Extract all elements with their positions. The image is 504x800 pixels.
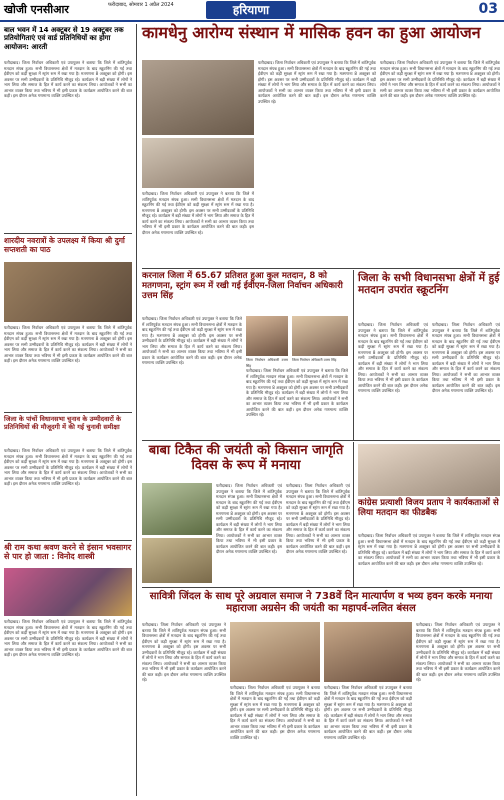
story10-photo-2 bbox=[324, 622, 412, 682]
paper-name: खोजी एनसीआर bbox=[4, 3, 69, 16]
story4-body-col2: फरीदाबाद। जिला निर्वाचन अधिकारी एवं उपायुक्त ने बताया कि जिले में शांतिपूर्वक मतदान संपन्न हुआ। सभी विधानसभा क्षेत्रों में मतदान के बाद स्क्रूटनिंग की गई तथा ईवीएम को कड़ी सुरक्षा में स्ट्रांग रूम में रखा गया है। मतगणना 8 अक्टूबर को होगी। इस अवसर पर सभी उम्मीदवारों के प्रतिनिधि मौजूद रहे। कार्यक्रम में बड़ी संख्या में लोगों ने भाग लिया और समाज के हित में कार्य करने का संकल्प लिया। आयोजकों ने सभी का आभार व्यक्त किया तथा भविष्य में भी इसी प्रकार के कार्यक्रम आयोजित करने की बात कही। इस दौरान अनेक गणमान्य व्यक्ति उपस्थित रहे। bbox=[246, 368, 348, 417]
story10-body-col4: फरीदाबाद। जिला निर्वाचन अधिकारी एवं उपायुक्त ने बताया कि जिले में शांतिपूर्वक मतदान संपन्न हुआ। सभी विधानसभा क्षेत्रों में मतदान के बाद स्क्रूटनिंग की गई तथा ईवीएम को कड़ी सुरक्षा में स्ट्रांग रूम में रखा गया है। मतगणना 8 अक्टूबर को होगी। इस अवसर पर सभी उम्मीदवारों के प्रतिनिधि मौजूद रहे। कार्यक्रम में बड़ी संख्या में लोगों ने भाग लिया और समाज के हित में कार्य करने का संकल्प लिया। आयोजकों ने सभी का आभार व्यक्त किया तथा भविष्य में भी इसी प्रकार के कार्यक्रम आयोजित करने की बात कही। इस दौरान अनेक गणमान्य व्यक्ति उपस्थित रहे। bbox=[416, 622, 500, 682]
divider bbox=[4, 540, 132, 541]
story2-headline: कामधेनु आरोग्य संस्थान में मासिक हवन का हुआ आयोजन bbox=[142, 23, 481, 42]
story8-headline: कांग्रेस प्रत्याशी विजय प्रताप ने कार्यकताओं से लिया मतदान का फीडबैक bbox=[358, 498, 499, 518]
story7-photo-2 bbox=[142, 538, 212, 583]
page-number: 03 bbox=[478, 1, 498, 17]
story4-body-col1: फरीदाबाद। जिला निर्वाचन अधिकारी एवं उपायुक्त ने बताया कि जिले में शांतिपूर्वक मतदान संपन्न हुआ। सभी विधानसभा क्षेत्रों में मतदान के बाद स्क्रूटनिंग की गई तथा ईवीएम को कड़ी सुरक्षा में स्ट्रांग रूम में रखा गया है। मतगणना 8 अक्टूबर को होगी। इस अवसर पर सभी उम्मीदवारों के प्रतिनिधि मौजूद रहे। कार्यक्रम में बड़ी संख्या में लोगों ने भाग लिया और समाज के हित में कार्य करने का संकल्प लिया। आयोजकों ने सभी का आभार व्यक्त किया तथा भविष्य में भी इसी प्रकार के कार्यक्रम आयोजित करने की बात कही। इस दौरान अनेक गणमान्य व्यक्ति उपस्थित रहे। bbox=[142, 316, 242, 365]
column-divider bbox=[353, 270, 354, 440]
divider bbox=[142, 587, 500, 588]
story1-body: फरीदाबाद। जिला निर्वाचन अधिकारी एवं उपायुक्त ने बताया कि जिले में शांतिपूर्वक मतदान संपन्न हुआ। सभी विधानसभा क्षेत्रों में मतदान के बाद स्क्रूटनिंग की गई तथा ईवीएम को कड़ी सुरक्षा में स्ट्रांग रूम में रखा गया है। मतगणना 8 अक्टूबर को होगी। इस अवसर पर सभी उम्मीदवारों के प्रतिनिधि मौजूद रहे। कार्यक्रम में बड़ी संख्या में लोगों ने भाग लिया और समाज के हित में कार्य करने का संकल्प लिया। आयोजकों ने सभी का आभार व्यक्त किया तथा भविष्य में भी इसी प्रकार के कार्यक्रम आयोजित करने की बात कही। इस दौरान अनेक गणमान्य व्यक्ति उपस्थित रहे। bbox=[4, 60, 132, 98]
story5-body-col2: फरीदाबाद। जिला निर्वाचन अधिकारी एवं उपायुक्त ने बताया कि जिले में शांतिपूर्वक मतदान संपन्न हुआ। सभी विधानसभा क्षेत्रों में मतदान के बाद स्क्रूटनिंग की गई तथा ईवीएम को कड़ी सुरक्षा में स्ट्रांग रूम में रखा गया है। मतगणना 8 अक्टूबर को होगी। इस अवसर पर सभी उम्मीदवारों के प्रतिनिधि मौजूद रहे। कार्यक्रम में बड़ी संख्या में लोगों ने भाग लिया और समाज के हित में कार्य करने का संकल्प लिया। आयोजकों ने सभी का आभार व्यक्त किया तथा भविष्य में भी इसी प्रकार के कार्यक्रम आयोजित करने की बात कही। इस दौरान अनेक गणमान्य व्यक्ति उपस्थित रहे। bbox=[432, 322, 500, 393]
divider bbox=[4, 233, 132, 234]
official-caption-left: जिला निर्वाचन अधिकारी उत्तम सिंह bbox=[246, 358, 288, 368]
story9-body: फरीदाबाद। जिला निर्वाचन अधिकारी एवं उपायुक्त ने बताया कि जिले में शांतिपूर्वक मतदान संपन्न हुआ। सभी विधानसभा क्षेत्रों में मतदान के बाद स्क्रूटनिंग की गई तथा ईवीएम को कड़ी सुरक्षा में स्ट्रांग रूम में रखा गया है। मतगणना 8 अक्टूबर को होगी। इस अवसर पर सभी उम्मीदवारों के प्रतिनिधि मौजूद रहे। कार्यक्रम में बड़ी संख्या में लोगों ने भाग लिया और समाज के हित में कार्य करने का संकल्प लिया। आयोजकों ने सभी का आभार व्यक्त किया तथा भविष्य में भी इसी प्रकार के कार्यक्रम आयोजित करने की बात कही। इस दौरान अनेक गणमान्य व्यक्ति उपस्थित रहे। bbox=[4, 619, 132, 657]
story4-headline: करनाल जिला में 65.67 प्रतिशत हुआ कुल मतदान, 8 को मतगणना, स्ट्रांग रूम में रखी गई ईवीएम-जिला निर्वाचन अधिकारी उत्तम सिंह bbox=[142, 271, 343, 301]
official-photo-left bbox=[246, 316, 288, 356]
story10-body-col1: फरीदाबाद। जिला निर्वाचन अधिकारी एवं उपायुक्त ने बताया कि जिले में शांतिपूर्वक मतदान संपन्न हुआ। सभी विधानसभा क्षेत्रों में मतदान के बाद स्क्रूटनिंग की गई तथा ईवीएम को कड़ी सुरक्षा में स्ट्रांग रूम में रखा गया है। मतगणना 8 अक्टूबर को होगी। इस अवसर पर सभी उम्मीदवारों के प्रतिनिधि मौजूद रहे। कार्यक्रम में बड़ी संख्या में लोगों ने भाग लिया और समाज के हित में कार्य करने का संकल्प लिया। आयोजकों ने सभी का आभार व्यक्त किया तथा भविष्य में भी इसी प्रकार के कार्यक्रम आयोजित करने की बात कही। इस दौरान अनेक गणमान्य व्यक्ति उपस्थित रहे। bbox=[142, 622, 226, 682]
story2-body-col1: फरीदाबाद। जिला निर्वाचन अधिकारी एवं उपायुक्त ने बताया कि जिले में शांतिपूर्वक मतदान संपन्न हुआ। सभी विधानसभा क्षेत्रों में मतदान के बाद स्क्रूटनिंग की गई तथा ईवीएम को कड़ी सुरक्षा में स्ट्रांग रूम में रखा गया है। मतगणना 8 अक्टूबर को होगी। इस अवसर पर सभी उम्मीदवारों के प्रतिनिधि मौजूद रहे। कार्यक्रम में बड़ी संख्या में लोगों ने भाग लिया और समाज के हित में कार्य करने का संकल्प लिया। आयोजकों ने सभी का आभार व्यक्त किया तथा भविष्य में भी इसी प्रकार के कार्यक्रम आयोजित करने की बात कही। इस दौरान अनेक गणमान्य व्यक्ति उपस्थित रहे। bbox=[258, 60, 376, 104]
story6-body: फरीदाबाद। जिला निर्वाचन अधिकारी एवं उपायुक्त ने बताया कि जिले में शांतिपूर्वक मतदान संपन्न हुआ। सभी विधानसभा क्षेत्रों में मतदान के बाद स्क्रूटनिंग की गई तथा ईवीएम को कड़ी सुरक्षा में स्ट्रांग रूम में रखा गया है। मतगणना 8 अक्टूबर को होगी। इस अवसर पर सभी उम्मीदवारों के प्रतिनिधि मौजूद रहे। कार्यक्रम में बड़ी संख्या में लोगों ने भाग लिया और समाज के हित में कार्य करने का संकल्प लिया। आयोजकों ने सभी का आभार व्यक्त किया तथा भविष्य में भी इसी प्रकार के कार्यक्रम आयोजित करने की बात कही। इस दौरान अनेक गणमान्य व्यक्ति उपस्थित रहे। bbox=[4, 448, 132, 486]
story2-photo-1 bbox=[142, 60, 254, 135]
story7-body-col2: फरीदाबाद। जिला निर्वाचन अधिकारी एवं उपायुक्त ने बताया कि जिले में शांतिपूर्वक मतदान संपन्न हुआ। सभी विधानसभा क्षेत्रों में मतदान के बाद स्क्रूटनिंग की गई तथा ईवीएम को कड़ी सुरक्षा में स्ट्रांग रूम में रखा गया है। मतगणना 8 अक्टूबर को होगी। इस अवसर पर सभी उम्मीदवारों के प्रतिनिधि मौजूद रहे। कार्यक्रम में बड़ी संख्या में लोगों ने भाग लिया और समाज के हित में कार्य करने का संकल्प लिया। आयोजकों ने सभी का आभार व्यक्त किया तथा भविष्य में भी इसी प्रकार के कार्यक्रम आयोजित करने की बात कही। इस दौरान अनेक गणमान्य व्यक्ति उपस्थित रहे। bbox=[286, 483, 350, 554]
section-title: हरियाणा bbox=[206, 1, 296, 19]
story10-headline: सावित्री जिंदल के साथ पूरे अग्रवाल समाज ने 738वें दिन मात्यार्पण व भव्य हवन करके मनाया महाराजा अग्रसेन की जयंती का महापर्व-ललित बंसल bbox=[149, 591, 493, 614]
story3-headline: शारदीय नवरात्रों के उपलक्ष्य में किया श्री दुर्गा सप्तशती का पाठ bbox=[4, 236, 125, 254]
story5-body-col1: फरीदाबाद। जिला निर्वाचन अधिकारी एवं उपायुक्त ने बताया कि जिले में शांतिपूर्वक मतदान संपन्न हुआ। सभी विधानसभा क्षेत्रों में मतदान के बाद स्क्रूटनिंग की गई तथा ईवीएम को कड़ी सुरक्षा में स्ट्रांग रूम में रखा गया है। मतगणना 8 अक्टूबर को होगी। इस अवसर पर सभी उम्मीदवारों के प्रतिनिधि मौजूद रहे। कार्यक्रम में बड़ी संख्या में लोगों ने भाग लिया और समाज के हित में कार्य करने का संकल्प लिया। आयोजकों ने सभी का आभार व्यक्त किया तथा भविष्य में भी इसी प्रकार के कार्यक्रम आयोजित करने की बात कही। इस दौरान अनेक गणमान्य व्यक्ति उपस्थित रहे। bbox=[358, 322, 428, 393]
story2-body-col2: फरीदाबाद। जिला निर्वाचन अधिकारी एवं उपायुक्त ने बताया कि जिले में शांतिपूर्वक मतदान संपन्न हुआ। सभी विधानसभा क्षेत्रों में मतदान के बाद स्क्रूटनिंग की गई तथा ईवीएम को कड़ी सुरक्षा में स्ट्रांग रूम में रखा गया है। मतगणना 8 अक्टूबर को होगी। इस अवसर पर सभी उम्मीदवारों के प्रतिनिधि मौजूद रहे। कार्यक्रम में बड़ी संख्या में लोगों ने भाग लिया और समाज के हित में कार्य करने का संकल्प लिया। आयोजकों ने सभी का आभार व्यक्त किया तथा भविष्य में भी इसी प्रकार के कार्यक्रम आयोजित करने की बात कही। इस दौरान अनेक गणमान्य व्यक्ति उपस्थित रहे। bbox=[380, 60, 500, 98]
story2-photo-2 bbox=[142, 138, 254, 188]
story6-headline: जिला के पांचों विधानसभा चुनाव के उम्मीदवारों के प्रतिनिधियों की मौजूदगी में की गई चुनावी समीक्षा bbox=[4, 415, 122, 431]
story5-headline: जिला के सभी विधानसभा क्षेत्रों में हुई मतदान उपरांत स्क्रूटनिंग bbox=[358, 272, 500, 297]
story7-photo-1 bbox=[142, 483, 212, 535]
official-caption-right: जिला निर्वाचन अधिकारी उत्तम सिंह bbox=[292, 358, 337, 362]
issue-info: फरीदाबाद, सोमवार 1 अप्रैल 2024 bbox=[108, 2, 174, 8]
official-photo-right bbox=[292, 316, 348, 356]
story2-body-col0: फरीदाबाद। जिला निर्वाचन अधिकारी एवं उपायुक्त ने बताया कि जिले में शांतिपूर्वक मतदान संपन्न हुआ। सभी विधानसभा क्षेत्रों में मतदान के बाद स्क्रूटनिंग की गई तथा ईवीएम को कड़ी सुरक्षा में स्ट्रांग रूम में रखा गया है। मतगणना 8 अक्टूबर को होगी। इस अवसर पर सभी उम्मीदवारों के प्रतिनिधि मौजूद रहे। कार्यक्रम में बड़ी संख्या में लोगों ने भाग लिया और समाज के हित में कार्य करने का संकल्प लिया। आयोजकों ने सभी का आभार व्यक्त किया तथा भविष्य में भी इसी प्रकार के कार्यक्रम आयोजित करने की बात कही। इस दौरान अनेक गणमान्य व्यक्ति उपस्थित रहे। bbox=[142, 191, 254, 235]
divider bbox=[142, 268, 500, 269]
column-divider bbox=[353, 442, 354, 587]
story9-headline: श्री राम कथा श्रवण करने से इंसान भवसागर से पार हो जाता : विनोद शास्त्री bbox=[4, 543, 132, 562]
story1-headline: बाल भवन में 14 अक्टूबर से 19 अक्टूबर तक प्रतियोगिताएं एवं वार्ड प्रतिनिधियों का होगा आयोजन: आरती bbox=[4, 26, 124, 51]
story8-body: फरीदाबाद। जिला निर्वाचन अधिकारी एवं उपायुक्त ने बताया कि जिले में शांतिपूर्वक मतदान संपन्न हुआ। सभी विधानसभा क्षेत्रों में मतदान के बाद स्क्रूटनिंग की गई तथा ईवीएम को कड़ी सुरक्षा में स्ट्रांग रूम में रखा गया है। मतगणना 8 अक्टूबर को होगी। इस अवसर पर सभी उम्मीदवारों के प्रतिनिधि मौजूद रहे। कार्यक्रम में बड़ी संख्या में लोगों ने भाग लिया और समाज के हित में कार्य करने का संकल्प लिया। आयोजकों ने सभी का आभार व्यक्त किया तथा भविष्य में भी इसी प्रकार के कार्यक्रम आयोजित करने की बात कही। इस दौरान अनेक गणमान्य व्यक्ति उपस्थित रहे। bbox=[358, 533, 500, 566]
story10-body-col2: फरीदाबाद। जिला निर्वाचन अधिकारी एवं उपायुक्त ने बताया कि जिले में शांतिपूर्वक मतदान संपन्न हुआ। सभी विधानसभा क्षेत्रों में मतदान के बाद स्क्रूटनिंग की गई तथा ईवीएम को कड़ी सुरक्षा में स्ट्रांग रूम में रखा गया है। मतगणना 8 अक्टूबर को होगी। इस अवसर पर सभी उम्मीदवारों के प्रतिनिधि मौजूद रहे। कार्यक्रम में बड़ी संख्या में लोगों ने भाग लिया और समाज के हित में कार्य करने का संकल्प लिया। आयोजकों ने सभी का आभार व्यक्त किया तथा भविष्य में भी इसी प्रकार के कार्यक्रम आयोजित करने की बात कही। इस दौरान अनेक गणमान्य व्यक्ति उपस्थित रहे। bbox=[230, 685, 320, 740]
story10-body-col3: फरीदाबाद। जिला निर्वाचन अधिकारी एवं उपायुक्त ने बताया कि जिले में शांतिपूर्वक मतदान संपन्न हुआ। सभी विधानसभा क्षेत्रों में मतदान के बाद स्क्रूटनिंग की गई तथा ईवीएम को कड़ी सुरक्षा में स्ट्रांग रूम में रखा गया है। मतगणना 8 अक्टूबर को होगी। इस अवसर पर सभी उम्मीदवारों के प्रतिनिधि मौजूद रहे। कार्यक्रम में बड़ी संख्या में लोगों ने भाग लिया और समाज के हित में कार्य करने का संकल्प लिया। आयोजकों ने सभी का आभार व्यक्त किया तथा भविष्य में भी इसी प्रकार के कार्यक्रम आयोजित करने की बात कही। इस दौरान अनेक गणमान्य व्यक्ति उपस्थित रहे। bbox=[324, 685, 412, 740]
column-divider bbox=[136, 24, 137, 796]
divider bbox=[4, 412, 132, 413]
story7-headline: बाबा टिकैत की जयंती को किसान जागृति दिवस के रूप में मनाया bbox=[148, 443, 344, 473]
story10-photo-1 bbox=[230, 622, 320, 682]
story3-body: फरीदाबाद। जिला निर्वाचन अधिकारी एवं उपायुक्त ने बताया कि जिले में शांतिपूर्वक मतदान संपन्न हुआ। सभी विधानसभा क्षेत्रों में मतदान के बाद स्क्रूटनिंग की गई तथा ईवीएम को कड़ी सुरक्षा में स्ट्रांग रूम में रखा गया है। मतगणना 8 अक्टूबर को होगी। इस अवसर पर सभी उम्मीदवारों के प्रतिनिधि मौजूद रहे। कार्यक्रम में बड़ी संख्या में लोगों ने भाग लिया और समाज के हित में कार्य करने का संकल्प लिया। आयोजकों ने सभी का आभार व्यक्त किया तथा भविष्य में भी इसी प्रकार के कार्यक्रम आयोजित करने की बात कही। इस दौरान अनेक गणमान्य व्यक्ति उपस्थित रहे। bbox=[4, 325, 132, 363]
story3-photo bbox=[4, 262, 132, 322]
story7-body-col1: फरीदाबाद। जिला निर्वाचन अधिकारी एवं उपायुक्त ने बताया कि जिले में शांतिपूर्वक मतदान संपन्न हुआ। सभी विधानसभा क्षेत्रों में मतदान के बाद स्क्रूटनिंग की गई तथा ईवीएम को कड़ी सुरक्षा में स्ट्रांग रूम में रखा गया है। मतगणना 8 अक्टूबर को होगी। इस अवसर पर सभी उम्मीदवारों के प्रतिनिधि मौजूद रहे। कार्यक्रम में बड़ी संख्या में लोगों ने भाग लिया और समाज के हित में कार्य करने का संकल्प लिया। आयोजकों ने सभी का आभार व्यक्त किया तथा भविष्य में भी इसी प्रकार के कार्यक्रम आयोजित करने की बात कही। इस दौरान अनेक गणमान्य व्यक्ति उपस्थित रहे। bbox=[216, 483, 282, 554]
divider bbox=[142, 440, 500, 441]
story8-photo bbox=[358, 444, 500, 496]
story9-photo bbox=[4, 568, 132, 616]
